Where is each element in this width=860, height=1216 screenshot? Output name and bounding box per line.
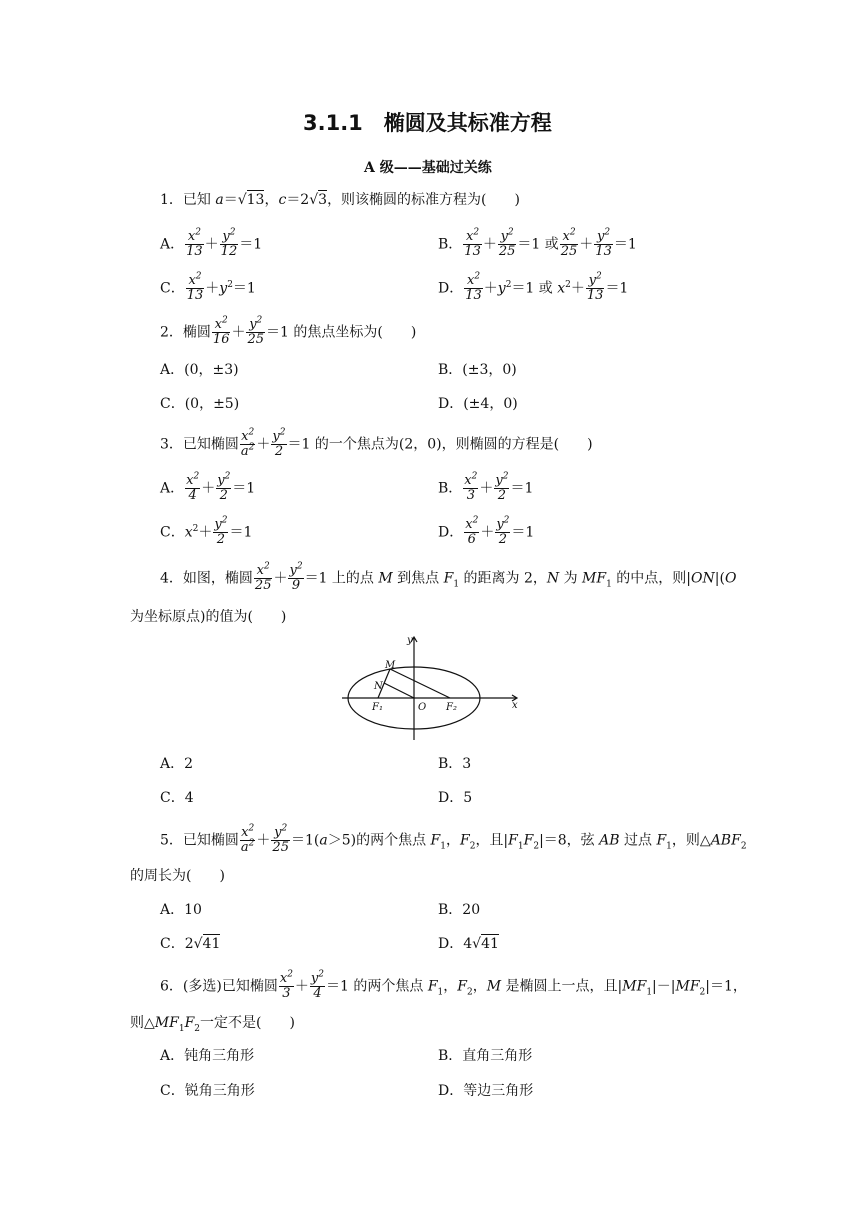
- q2-option-b: B．(±3，0): [438, 362, 517, 378]
- question-1-stem: 1．已知 a＝√13，c＝2√3，则该椭圆的标准方程为( ): [160, 192, 520, 208]
- q3-option-d: D． $\frac{x^2}{6}$ ＋ $\frac{y^2}{2}$ ＝1: [438, 515, 535, 547]
- q4-option-d: D．5: [438, 790, 473, 806]
- q5-option-a: A．10: [160, 902, 202, 918]
- segment-mf2: [390, 669, 450, 698]
- q2-option-d: D．(±4，0): [438, 396, 518, 412]
- question-2-stem: 2．椭圆 $\frac{x^2}{16}$ ＋ $\frac{y^2}{25}$ ＝1 的焦点坐标为( ): [160, 315, 417, 347]
- fig-label-o: O: [418, 702, 427, 713]
- q6-option-b: B．直角三角形: [438, 1048, 533, 1064]
- q5-option-c: C．2√41: [160, 936, 221, 952]
- question-6-stem-line1: 6．(多选)已知椭圆 $\frac{x^2}{3}$ ＋ $\frac{y^2}{4}$ ＝1 的两个焦点 $F_1$，$F_2$，M 是椭圆上一点，且$|MF_1|-|MF_2|=1$，: [160, 969, 747, 1001]
- q4-option-c: C．4: [160, 790, 194, 806]
- fig-label-y: y: [407, 635, 413, 646]
- q1-option-b: B． $\frac{x^2}{13}$ ＋ $\frac{y^2}{25}$ ＝1 或 $\frac{x^2}{25}$ ＋ $\frac{y^2}{13}$ ＝1: [438, 227, 637, 259]
- question-5-stem-line1: 5．已知椭圆 $\frac{x^2}{a^2}$ ＋ $\frac{y^2}{25}$ ＝1(a＞5)的两个焦点 $F_1$，$F_2$，且$|F_1F_2|=8$，弦 AB 过点 $F_1$，则$\triangle ABF_2$: [160, 823, 747, 855]
- q1-option-d: D． $\frac{x^2}{13}$ $+y^2=1$ 或 $x^2+$ $\frac{y^2}{13}$ ＝1: [438, 271, 629, 303]
- ellipse-figure: [330, 632, 530, 742]
- q5-option-b: B．20: [438, 902, 481, 918]
- question-4-stem-line1: 4．如图，椭圆 $\frac{x^2}{25}$ ＋ $\frac{y^2}{9}$ ＝1 上的点 M 到焦点 $F_1$ 的距离为 2，N 为 $MF_1$ 的中点，则|ON|(O: [160, 561, 737, 593]
- question-6-stem-line2: 则$\triangle MF_1F_2$一定不是( ): [130, 1015, 295, 1034]
- q2-option-c: C．(0，±5): [160, 396, 240, 412]
- fig-label-n: N: [374, 681, 383, 692]
- fig-label-f2: F₂: [446, 702, 457, 713]
- q1-option-a: A． $\frac{x^2}{13}$ ＋ $\frac{y^2}{12}$ ＝1: [160, 227, 263, 259]
- segment-on: [384, 683, 414, 698]
- page-title: 3.1.1 椭圆及其标准方程: [303, 111, 552, 135]
- question-4-stem-line2: 为坐标原点)的值为( ): [130, 609, 287, 625]
- q2-option-a: A．(0，±3): [160, 362, 239, 378]
- fig-label-f1: F₁: [372, 702, 383, 713]
- q3-option-c: C．$x^2+$ $\frac{y^2}{2}$ ＝1: [160, 515, 253, 547]
- q4-option-a: A．2: [160, 756, 194, 772]
- question-3-stem: 3．已知椭圆 $\frac{x^2}{a^2}$ ＋ $\frac{y^2}{2}$ ＝1 的一个焦点为(2，0)，则椭圆的方程是( ): [160, 427, 593, 459]
- q6-option-c: C．锐角三角形: [160, 1083, 255, 1099]
- question-5-stem-line2: 的周长为( ): [130, 868, 225, 884]
- q5-option-d: D．4√41: [438, 936, 499, 952]
- fig-label-m: M: [385, 660, 396, 671]
- q6-option-d: D．等边三角形: [438, 1083, 534, 1099]
- section-heading: A 级——基础过关练: [364, 160, 492, 176]
- q1-option-c: C． $\frac{x^2}{13}$ $+y^2=1$: [160, 271, 256, 303]
- q3-option-b: B． $\frac{x^2}{3}$ ＋ $\frac{y^2}{2}$ ＝1: [438, 471, 534, 503]
- fig-label-x: x: [512, 700, 518, 711]
- q4-option-b: B．3: [438, 756, 472, 772]
- q3-option-a: A． $\frac{x^2}{4}$ ＋ $\frac{y^2}{2}$ ＝1: [160, 471, 256, 503]
- q6-option-a: A．钝角三角形: [160, 1048, 255, 1064]
